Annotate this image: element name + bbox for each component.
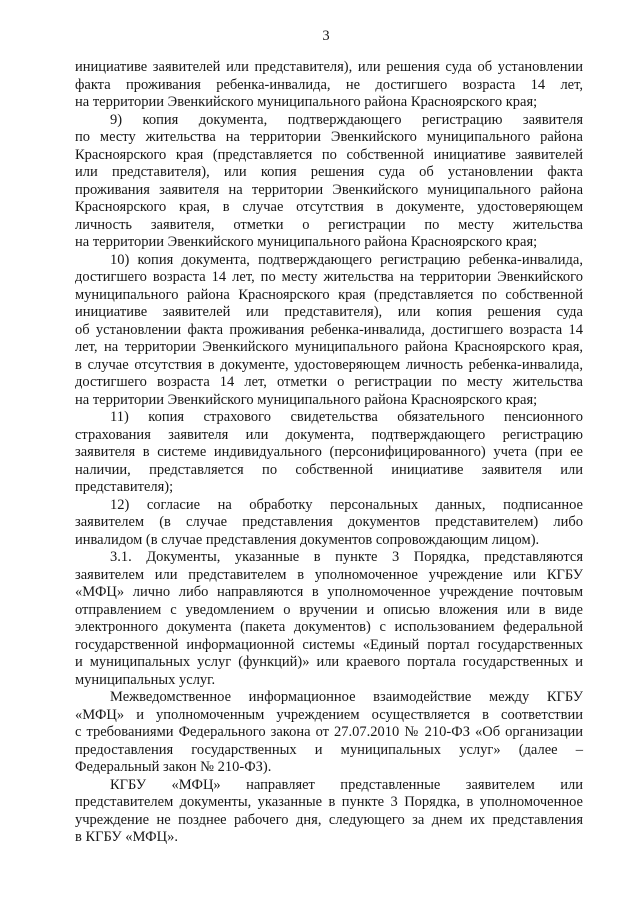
text-line: достигшего возраста 14 лет, по месту жительства на территории Эвенкийского: [75, 269, 583, 285]
text-line: личность заявителя, отметки о регистрации по месту жительства: [75, 216, 583, 233]
document-body: [75, 59, 583, 847]
text-line: представителя);: [75, 479, 174, 495]
text-line: факта проживания ребенка-инвалида, не достигшего возраста 14 лет,: [75, 76, 583, 93]
text-line: заявителем (в случае представления документов представителем) либо: [75, 514, 583, 530]
text-line: муниципальных услуг.: [75, 671, 216, 688]
text-line: на территории Эвенкийского муниципального района Красноярского края;: [75, 94, 538, 110]
text-line: 3.1. Документы, указанные в пункте 3 Порядка, представляются: [110, 549, 583, 565]
text-line: учреждение не позднее рабочего дня, следующего за днем их представления: [75, 811, 583, 828]
text-line: КГБУ «МФЦ» направляет представленные заявителем или: [110, 776, 583, 793]
text-line: на территории Эвенкийского муниципального района Красноярского края;: [75, 391, 538, 408]
page-number: 3: [322, 28, 330, 44]
text-line: с требованиями Федерального закона от 27.07.2010 № 210-ФЗ «Об организации: [75, 724, 583, 740]
text-line: предоставления государственных и муниципальных услуг» (далее –: [75, 741, 583, 758]
paragraph-item-9: [75, 112, 583, 252]
text-line: представителем документы, указанные в пункте 3 Порядка, в уполномоченное: [75, 794, 583, 810]
paragraph-item-12: [75, 497, 583, 550]
text-line: 9) копия документа, подтверждающего регистрацию заявителя: [110, 111, 583, 128]
paragraph-continuation: [75, 59, 583, 112]
paragraph-item-11: [75, 409, 583, 497]
text-line: Межведомственное информационное взаимодействие между КГБУ: [110, 689, 583, 705]
text-line: Красноярского края (представляется по собственной инициативе заявителей: [75, 146, 583, 163]
text-line: наличии, представляется по собственной инициативе заявителя или: [75, 461, 583, 478]
text-line: Красноярского края, в случае отсутствия в документе, удостоверяющем: [75, 199, 583, 215]
text-line: муниципального района Красноярского края (представляется по собственной: [75, 286, 583, 303]
paragraph-clause-3-1: [75, 549, 583, 689]
paragraph-mfc-forwarding: [75, 777, 583, 847]
text-line: или представителя), или копия решения суда об установлении факта: [75, 164, 583, 180]
text-line: 11) копия страхового свидетельства обязательного пенсионного: [110, 409, 583, 425]
text-line: «МФЦ» лично либо направляются в уполномоченное учреждение почтовым: [75, 584, 583, 600]
text-line: и муниципальных услуг (функций)» или краевого портала государственных и: [75, 654, 583, 670]
text-line: «МФЦ» и уполномоченным учреждением осуществляется в соответствии: [75, 706, 583, 723]
text-line: на территории Эвенкийского муниципального района Красноярского края;: [75, 234, 538, 250]
text-line: в КГБУ «МФЦ».: [75, 829, 178, 845]
text-line: достигшего возраста 14 лет, отметки о регистрации по месту жительства: [75, 374, 583, 390]
text-line: проживания заявителя на территории Эвенкийского муниципального района: [75, 181, 583, 198]
paragraph-interagency-interaction: [75, 689, 583, 777]
text-line: инвалидом (в случае представления документов сопровождающим лицом).: [75, 531, 540, 548]
text-line: лет, на территории Эвенкийского муниципального района Красноярского края,: [75, 339, 583, 355]
text-line: заявителя в системе индивидуального (персонифицированного) учета (при ее: [75, 444, 583, 460]
text-line: Федеральный закон № 210-ФЗ).: [75, 759, 272, 775]
text-line: электронного документа (пакета документов) с использованием федеральной: [75, 619, 583, 635]
text-line: 10) копия документа, подтверждающего регистрацию ребенка-инвалида,: [110, 251, 583, 268]
text-line: заявителем или представителем в уполномоченное учреждение или КГБУ: [75, 566, 583, 583]
text-line: в случае отсутствия в документе, удостоверяющем личность ребенка-инвалида,: [75, 356, 583, 373]
text-line: государственной информационной системы «Единый портал государственных: [75, 636, 583, 653]
text-line: инициативе заявителей или представителя), или решения суда об установлении: [75, 59, 583, 75]
text-line: страхования заявителя или документа, подтверждающего регистрацию: [75, 426, 583, 443]
paragraph-item-10: [75, 252, 583, 410]
text-line: по месту жительства на территории Эвенкийского муниципального района: [75, 129, 583, 145]
text-line: об установлении факта проживания ребенка-инвалида, достигшего возраста 14: [75, 321, 583, 338]
text-line: 12) согласие на обработку персональных данных, подписанное: [110, 496, 583, 513]
text-line: инициативе заявителей или представителя), или копия решения суда: [75, 304, 583, 320]
text-line: отправлением с уведомлением о вручении и описью вложения или в виде: [75, 601, 583, 618]
